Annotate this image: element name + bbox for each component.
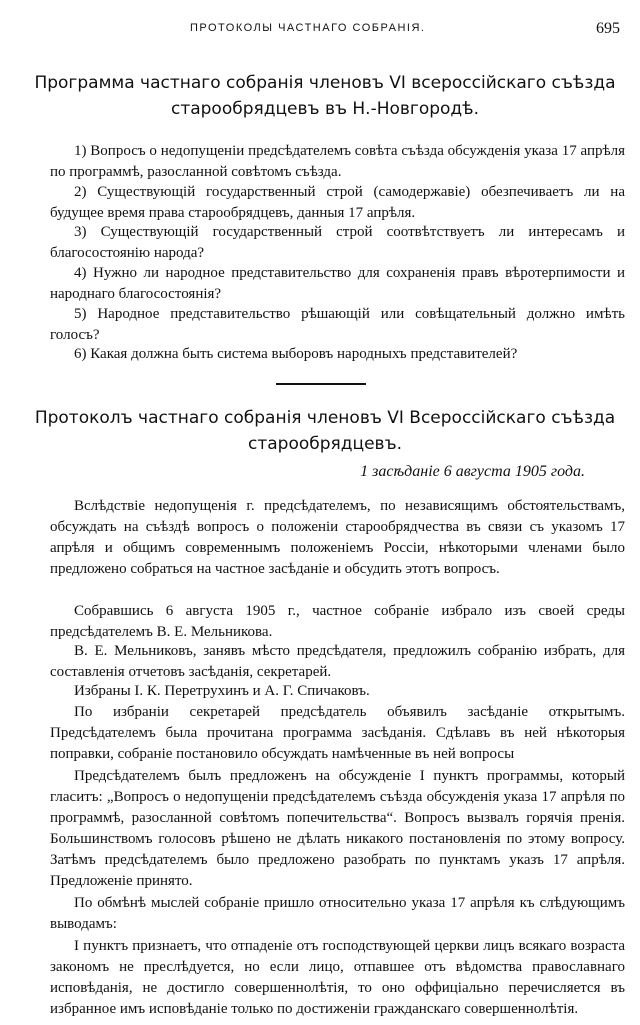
paragraph-5: По избраніи секретарей предсѣдатель объявилъ засѣданіе открытымъ. Предсѣдателемъ была прочитана программа засѣданія. Сдѣлавъ въ ней нѣкоторыя поправки, собраніе постановило обсуждать намѣченные въ ней вопросы [50, 704, 625, 762]
program-item-1: 1) Вопросъ о недопущеніи предсѣдателемъ совѣта съѣзда обсужденія указа 17 апрѣля по программѣ, разосланной совѣтомъ съѣзда. [50, 143, 625, 180]
section-divider [276, 383, 366, 385]
paragraph-6: Предсѣдателемъ былъ предложенъ на обсужденіе I пунктъ программы, который гласитъ: „Вопросъ о недопущеніи предсѣдателемъ съѣзда обсужденія указа 17 апрѣля по программѣ, разосланной совѣтомъ попечительства“. Вопросъ вызвалъ горячія пренія. Большинствомъ голосовъ рѣшено не дѣлать никакого постановленія по этому вопросу. Затѣмъ предсѣдателемъ было предложено разобрать по пунктамъ указъ 17 апрѣля. Предложеніе принято. [50, 768, 625, 889]
paragraph-1: Вслѣдствіе недопущенія г. предсѣдателемъ, по независящимъ обстоятельствамъ, обсуждать на съѣздѣ вопросъ о положеніи старообрядчества въ связи съ указомъ 17 апрѣля и общимъ современнымъ положеніемъ Россіи, нѣкоторыми членами было предложено собраться на частное засѣданіе и обсудить этотъ вопросъ. [50, 498, 625, 577]
paragraph-4: Избраны I. К. Перетрухинъ и А. Г. Спичаковъ. [74, 683, 370, 699]
page-number: 695 [596, 20, 620, 37]
running-header: ПРОТОКОЛЫ ЧАСТНАГО СОБРАНІЯ. [190, 22, 426, 34]
protocol-title: Протоколъ частнаго собранія членовъ VI Всероссійскаго съѣзда старообрядцевъ. [34, 408, 616, 454]
paragraph-2: Собравшись 6 августа 1905 г., частное собраніе избрало изъ своей среды предсѣдателемъ В. Е. Мельникова. [50, 603, 625, 640]
program-item-3: 3) Существующій государственный строй соотвѣтствуетъ ли интересамъ и благосостоянію народа? [50, 224, 625, 261]
program-item-4: 4) Нужно ли народное представительство для сохраненія правъ вѣротерпимости и народнаго благосостоянія? [50, 265, 625, 302]
session-date: 1 засѣданіе 6 августа 1905 года. [360, 463, 585, 480]
program-item-5: 5) Народное представительство рѣшающій или совѣщательный должно имѣть голосъ? [50, 306, 625, 343]
paragraph-7: По обмѣнѣ мыслей собраніе пришло относительно указа 17 апрѣля къ слѣдующимъ выводамъ: [50, 895, 625, 932]
program-item-6: 6) Какая должна быть система выборовъ народныхъ представителей? [74, 346, 518, 362]
paragraph-8: I пунктъ признаетъ, что отпаденіе отъ господствующей церкви лицъ всякаго возраста закономъ не преслѣдуется, но если лицо, отпавшее отъ вѣдомства православнаго исповѣданія, не достигло совершеннолѣтія, то оно оффиціально перечисляется въ избранное имъ исповѣданіе только по достиженіи гражданскаго совершеннолѣтія. [50, 938, 625, 1017]
program-item-2: 2) Существующій государственный строй (самодержавіе) обезпечиваетъ ли на будущее время права старообрядцевъ, данныя 17 апрѣля. [50, 184, 625, 221]
paragraph-3: В. Е. Мельниковъ, занявъ мѣсто предсѣдателя, предложилъ собранію избрать, для составленія отчетовъ засѣданія, секретарей. [50, 643, 625, 680]
program-title: Программа частнаго собранія членовъ VI всероссійскаго съѣзда старообрядцевъ въ Н.-Новгородѣ. [34, 73, 616, 119]
